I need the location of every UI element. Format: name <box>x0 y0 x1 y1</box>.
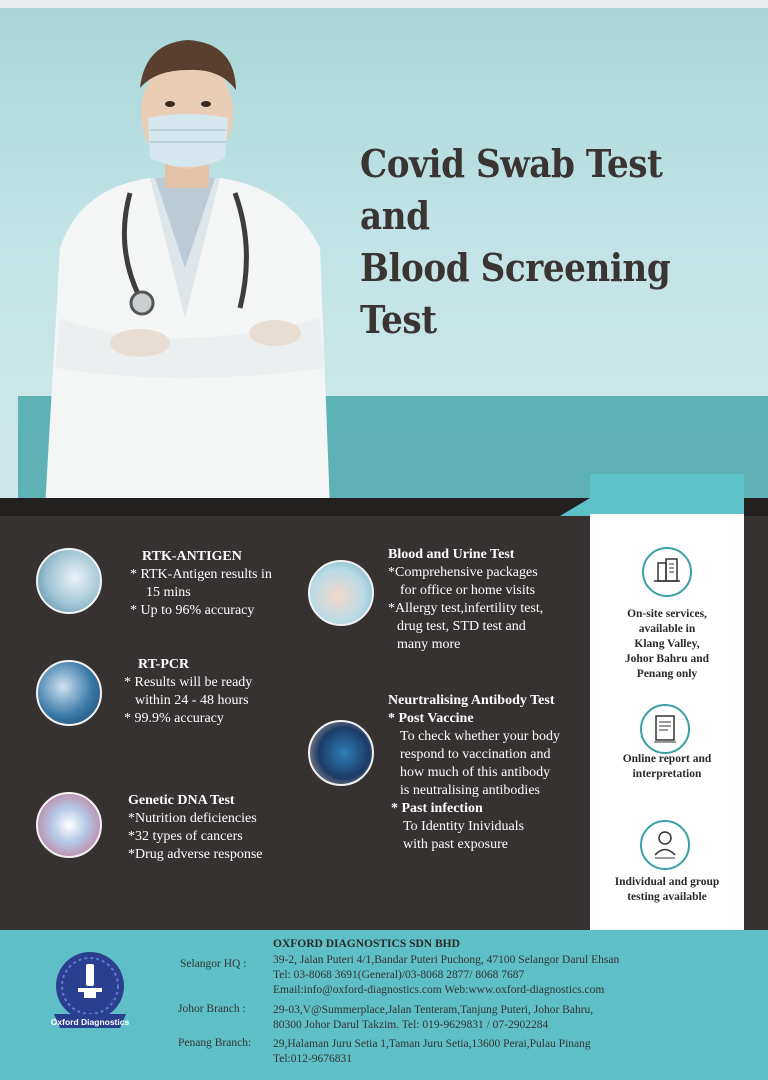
services-tab <box>590 474 744 514</box>
antibody-test-photo <box>308 720 374 786</box>
blood-urine-line: drug test, STD test and <box>397 619 526 634</box>
online-line: interpretation <box>632 768 702 780</box>
person-icon <box>640 820 690 870</box>
dna-line: *Drug adverse response <box>128 847 263 862</box>
dna-title: Genetic DNA Test <box>128 793 235 808</box>
penang-phone: Tel:012-9676831 <box>273 1053 353 1065</box>
headline-line1: Covid Swab Test and <box>360 141 663 238</box>
antibody-title: Neurtralising Antibody Test <box>388 693 555 708</box>
blood-urine-line: for office or home visits <box>400 583 536 598</box>
building-icon <box>642 547 692 597</box>
blood-urine-block <box>388 546 543 654</box>
onsite-line: available in <box>638 623 696 635</box>
hq-address <box>273 953 619 998</box>
penang-label: Penang Branch: <box>178 1037 252 1049</box>
rtk-antigen-title: RTK-ANTIGEN <box>142 549 242 564</box>
rt-pcr-line: * Results will be ready <box>124 675 253 690</box>
johor-address-line: 29-03,V@Summerplace,Jalan Tenteram,Tanjung Puteri, Johor Bahru, <box>273 1004 594 1016</box>
antibody-line: To check whether your body <box>400 729 560 744</box>
rt-pcr-block <box>124 656 252 728</box>
online-line: Online report and <box>622 753 712 765</box>
rtk-antigen-line: 15 mins <box>146 585 191 600</box>
rt-pcr-title: RT-PCR <box>138 657 190 672</box>
dna-photo <box>36 792 102 858</box>
hq-phone: Tel: 03-8068 3691(General)/03-8068 2877/ 8068 7687 <box>273 969 525 981</box>
blood-urine-line: *Comprehensive packages <box>388 565 538 580</box>
antibody-line: To Identity Inividuals <box>403 819 525 834</box>
oxford-logo <box>48 948 132 1034</box>
antibody-line: with past exposure <box>403 837 508 852</box>
group-testing-text <box>598 875 736 905</box>
hq-label: Selangor HQ : <box>180 958 247 970</box>
johor-address-line: 80300 Johor Darul Takzim. Tel: 019-9629831 / 07-2902284 <box>273 1019 549 1031</box>
antibody-heading: * Post Vaccine <box>388 711 474 726</box>
group-line: testing available <box>627 891 707 903</box>
rtk-antigen-line: * Up to 96% accuracy <box>130 603 255 618</box>
headline <box>360 138 720 346</box>
penang-address-line: 29,Halaman Juru Setia 1,Taman Juru Setia,13600 Perai,Pulau Pinang <box>273 1038 591 1050</box>
blood-urine-line: *Allergy test,infertility test, <box>388 601 544 616</box>
dna-line: *32 types of cancers <box>128 829 243 844</box>
rtk-antigen-line: * RTK-Antigen results in <box>130 567 272 582</box>
logo-text: Oxford Diagnostics <box>50 1017 130 1027</box>
group-line: Individual and group <box>614 876 720 888</box>
onsite-service-text <box>598 607 736 682</box>
rt-pcr-line: within 24 - 48 hours <box>135 693 249 708</box>
hq-address-line: 39-2, Jalan Puteri 4/1,Bandar Puteri Puchong, 47100 Selangor Darul Ehsan <box>273 954 620 966</box>
antibody-heading: * Past infection <box>391 801 483 816</box>
doctor-illustration <box>20 18 340 508</box>
rt-pcr-line: * 99.9% accuracy <box>124 711 224 726</box>
onsite-line: Klang Valley, <box>634 638 700 650</box>
onsite-line: On-site services, <box>627 608 707 620</box>
dna-line: *Nutrition deficiencies <box>128 811 257 826</box>
johor-label: Johor Branch : <box>178 1003 246 1015</box>
blood-urine-title: Blood and Urine Test <box>388 547 515 562</box>
johor-address <box>273 1003 593 1033</box>
rtk-antigen-block <box>130 548 272 620</box>
antibody-line: how much of this antibody <box>400 765 551 780</box>
antibody-line: is neutralising antibodies <box>400 783 540 798</box>
rtk-antigen-photo <box>36 548 102 614</box>
headline-line2: Blood Screening Test <box>360 245 671 342</box>
rt-pcr-photo <box>36 660 102 726</box>
top-strip <box>0 0 768 8</box>
penang-address <box>273 1037 591 1067</box>
hq-email-web: Email:info@oxford-diagnostics.com Web:www.oxford-diagnostics.com <box>273 984 605 996</box>
antibody-block <box>388 692 560 854</box>
company-name: OXFORD DIAGNOSTICS SDN BHD <box>273 938 460 950</box>
onsite-line: Penang only <box>636 668 698 680</box>
dna-block <box>128 792 263 864</box>
blood-urine-line: many more <box>397 637 461 652</box>
blood-test-photo <box>308 560 374 626</box>
antibody-line: respond to vaccination and <box>400 747 551 762</box>
online-report-text <box>598 752 736 782</box>
services-tab-slant <box>560 498 590 516</box>
report-icon <box>640 704 690 754</box>
onsite-line: Johor Bahru and <box>624 653 710 665</box>
